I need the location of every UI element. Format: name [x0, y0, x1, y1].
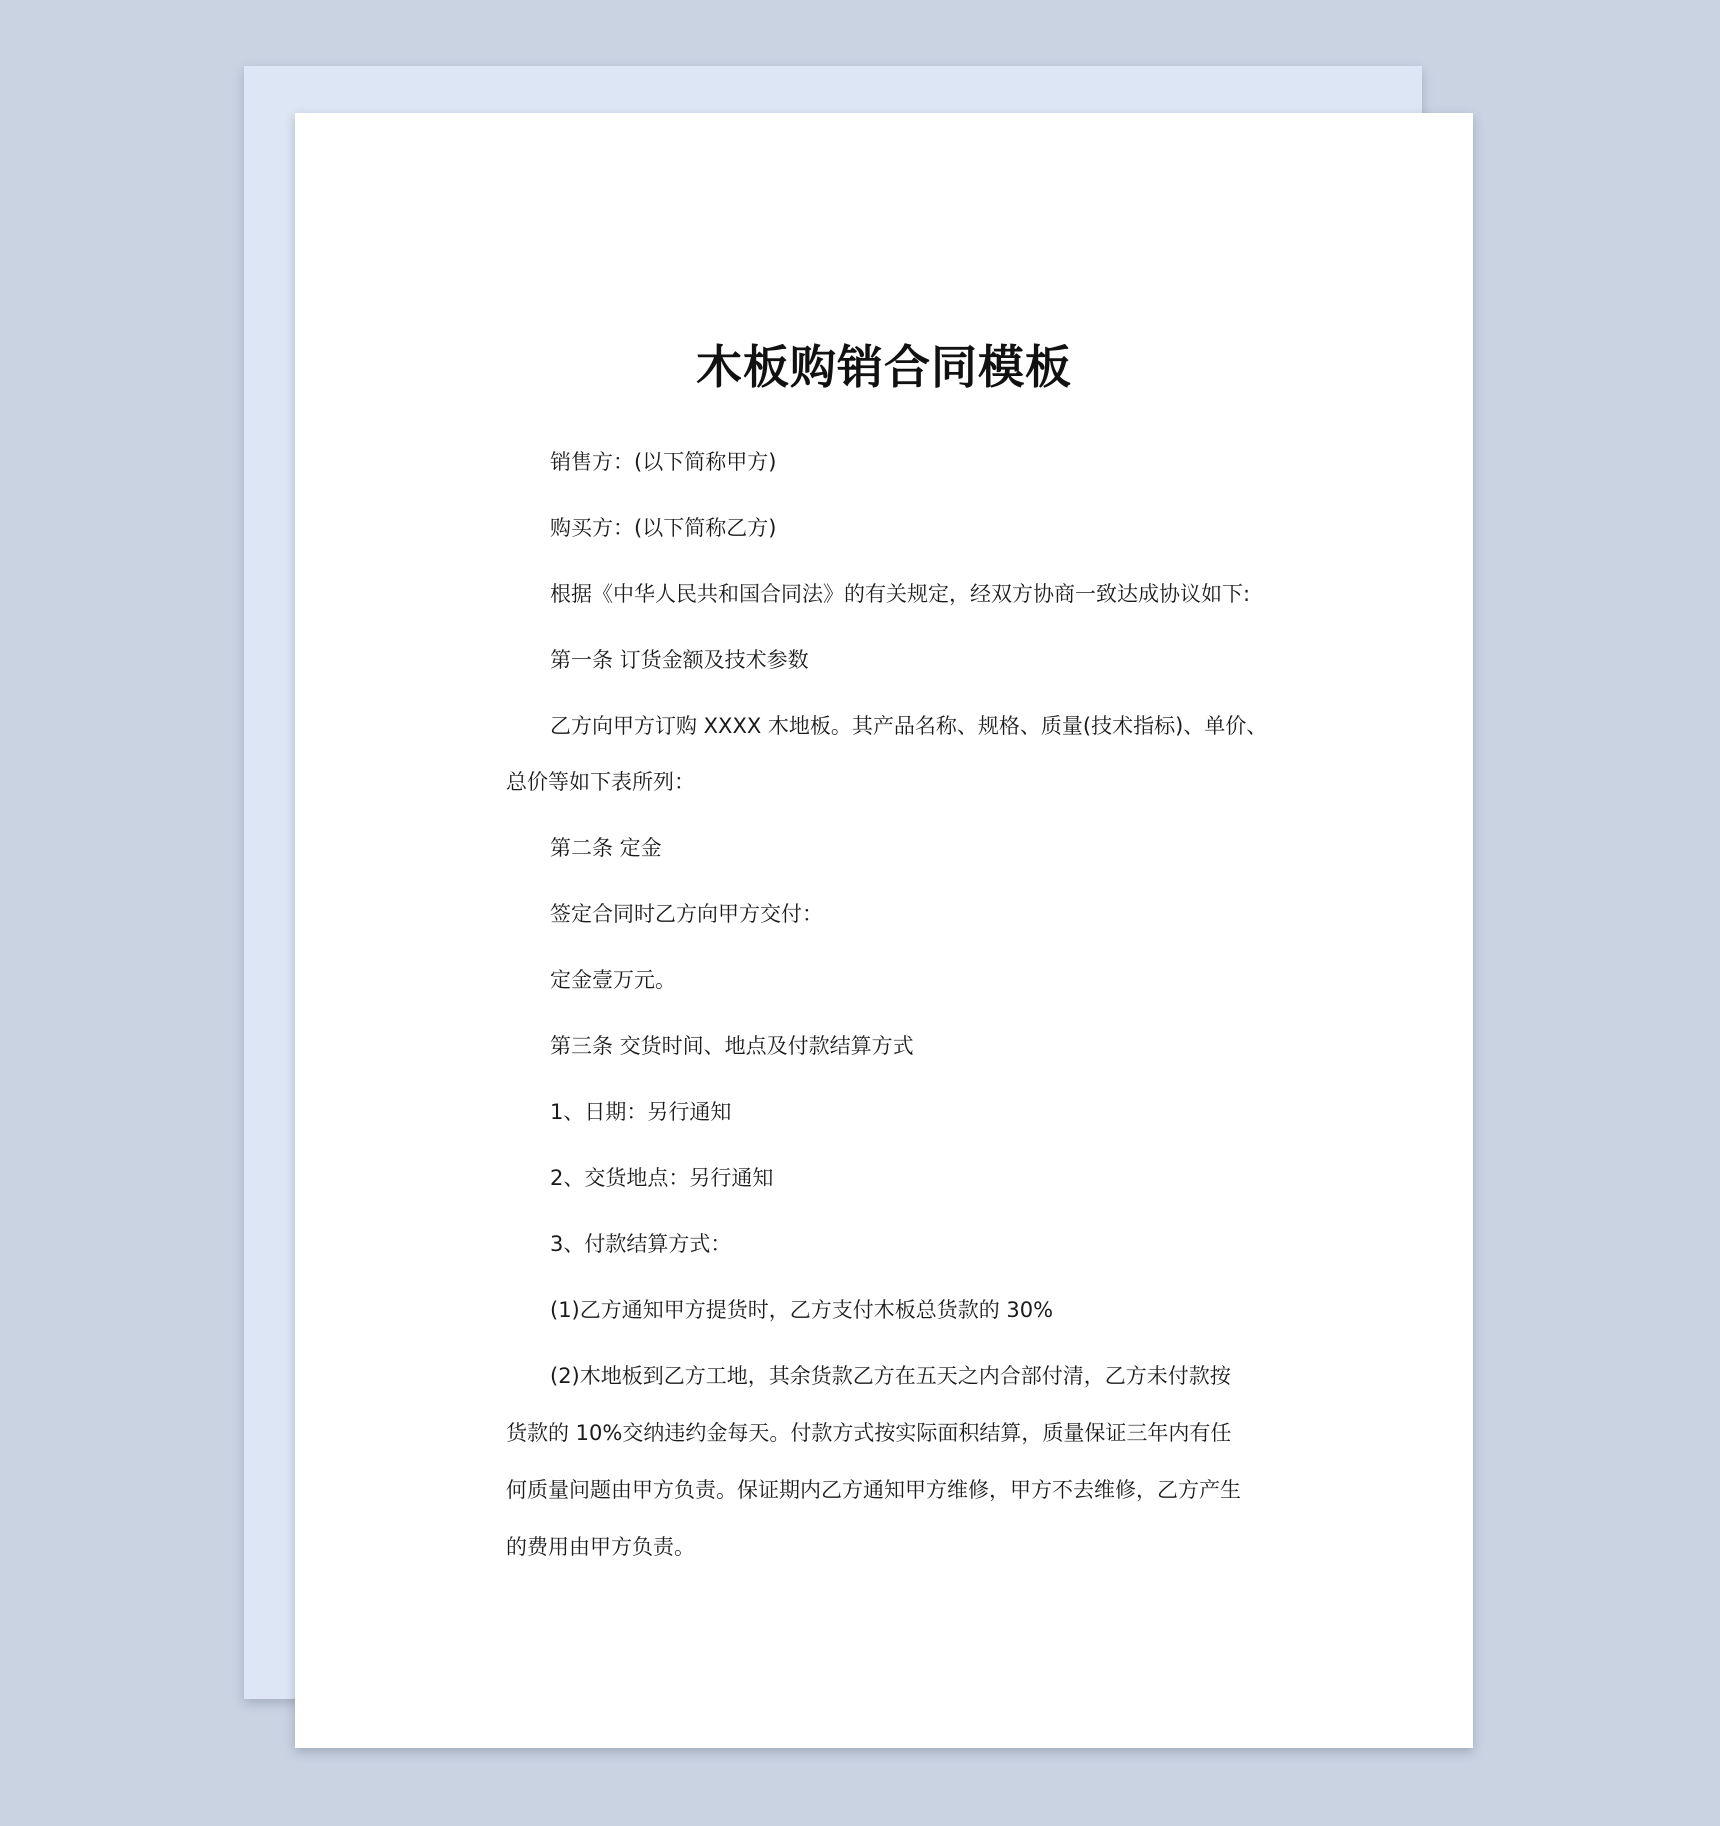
payment-clause-2-line-3: 何质量问题由甲方负责。保证期内乙方通知甲方维修，甲方不去维修，乙方产生	[506, 1478, 1241, 1502]
document-page	[295, 113, 1473, 1748]
payment-clause-2-line-1: (2)木地板到乙方工地，其余货款乙方在五天之内合部付清，乙方未付款按	[550, 1364, 1231, 1388]
article-2-text-line-1: 签定合同时乙方向甲方交付：	[550, 902, 823, 926]
article-1-heading: 第一条 订货金额及技术参数	[550, 648, 809, 672]
article-3-item-2: 2、交货地点：另行通知	[550, 1166, 774, 1190]
payment-clause-2-line-4: 的费用由甲方负责。	[506, 1535, 695, 1559]
article-2-text-line-2: 定金壹万元。	[550, 968, 676, 992]
article-1-text-line-2: 总价等如下表所列：	[506, 770, 695, 794]
article-1-text-line-1: 乙方向甲方订购 XXXX 木地板。其产品名称、规格、质量(技术指标)、单价、	[550, 714, 1268, 738]
seller-line: 销售方：(以下简称甲方)	[550, 450, 777, 474]
buyer-line: 购买方：(以下简称乙方)	[550, 516, 777, 540]
article-2-heading: 第二条 定金	[550, 836, 662, 860]
payment-clause-1: (1)乙方通知甲方提货时，乙方支付木板总货款的 30%	[550, 1298, 1054, 1322]
document-title: 木板购销合同模板	[696, 340, 1072, 394]
preamble-line: 根据《中华人民共和国合同法》的有关规定，经双方协商一致达成协议如下:	[550, 582, 1251, 606]
article-3-item-3: 3、付款结算方式：	[550, 1232, 732, 1256]
article-3-item-1: 1、日期：另行通知	[550, 1100, 732, 1124]
article-3-heading: 第三条 交货时间、地点及付款结算方式	[550, 1034, 914, 1058]
payment-clause-2-line-2: 货款的 10%交纳违约金每天。付款方式按实际面积结算，质量保证三年内有任	[506, 1421, 1232, 1445]
